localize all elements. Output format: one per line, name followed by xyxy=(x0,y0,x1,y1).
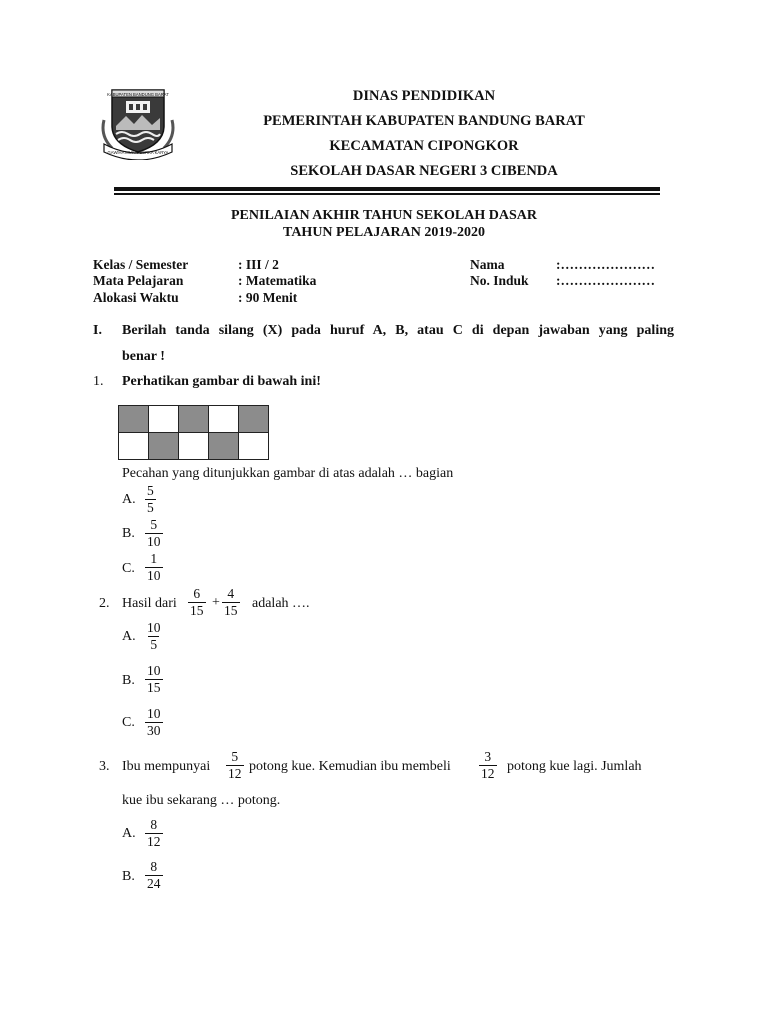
q3-fraction-2 xyxy=(479,749,497,782)
q1-question: Pecahan yang ditunjukkan gambar di atas adalah … bagian xyxy=(122,466,454,481)
q3-fraction-1-num: 5 xyxy=(231,749,239,764)
q2-option-a-fraction xyxy=(145,620,163,653)
q2-option-b-fraction xyxy=(145,663,163,696)
header-line-3: KECAMATAN CIPONGKOR xyxy=(329,138,519,154)
q1-prompt: Perhatikan gambar di bawah ini! xyxy=(122,374,321,389)
q3-option-b-fraction xyxy=(145,859,163,892)
grid-row xyxy=(119,406,269,433)
q1-option-c-den: 10 xyxy=(147,568,161,583)
q2-number: 2. xyxy=(99,596,110,611)
exam-title-1: PENILAIAN AKHIR TAHUN SEKOLAH DASAR xyxy=(231,208,537,223)
q2-fraction-b xyxy=(222,586,240,619)
q3-text-line-2: kue ibu sekarang … potong. xyxy=(122,793,281,808)
q2-option-a-den: 5 xyxy=(150,637,158,652)
exam-title-2: TAHUN PELAJARAN 2019-2020 xyxy=(283,225,485,240)
q3-option-a-num: 8 xyxy=(150,817,158,832)
fraction-grid xyxy=(118,405,269,460)
q2-fraction-a xyxy=(188,586,206,619)
q2-fraction-a-den: 15 xyxy=(190,603,204,618)
q1-option-b-num: 5 xyxy=(150,517,158,532)
q2-option-c-den: 30 xyxy=(147,723,161,738)
grid-cell xyxy=(119,433,149,460)
q3-option-b-letter[interactable]: B. xyxy=(122,869,135,884)
grid-cell-shaded xyxy=(119,406,149,433)
mapel-label: Mata Pelajaran xyxy=(93,273,184,288)
grid-cell-shaded xyxy=(149,433,179,460)
q3-option-a-fraction xyxy=(145,817,163,850)
section-number: I. xyxy=(93,323,102,338)
q1-option-b-fraction xyxy=(145,517,163,550)
q2-option-a-num: 10 xyxy=(147,620,161,635)
header-rule-thick xyxy=(114,187,660,191)
grid-cell-shaded xyxy=(239,406,269,433)
q3-fraction-1-den: 12 xyxy=(228,766,242,781)
header-line-2: PEMERINTAH KABUPATEN BANDUNG BARAT xyxy=(263,113,585,129)
q3-option-a-den: 12 xyxy=(147,834,161,849)
q2-fraction-a-num: 6 xyxy=(193,586,201,601)
logo-top-text: KABUPATEN BANDUNG BARAT xyxy=(107,92,169,97)
grid-cell xyxy=(209,406,239,433)
grid-cell xyxy=(179,433,209,460)
q2-fraction-b-den: 15 xyxy=(224,603,238,618)
header-rule-thin xyxy=(114,193,660,195)
q3-text-2: potong kue. Kemudian ibu membeli xyxy=(249,759,451,774)
q2-prefix: Hasil dari xyxy=(122,596,177,611)
mapel-value: : Matematika xyxy=(238,273,317,288)
nama-label: Nama xyxy=(470,257,505,272)
kelas-label: Kelas / Semester xyxy=(93,257,189,272)
q1-option-c-fraction xyxy=(145,551,163,584)
nama-value: :………………… xyxy=(556,257,655,272)
q2-plus: + xyxy=(212,595,220,610)
q1-option-b-letter[interactable]: B. xyxy=(122,526,135,541)
q2-suffix: adalah …. xyxy=(252,596,310,611)
waktu-label: Alokasi Waktu xyxy=(93,290,179,305)
logo-motto: GAWIHA MUKTI BERKA KARYA xyxy=(107,150,169,155)
section-instruction: Berilah tanda silang (X) pada huruf A, B, atau C di depan jawaban yang paling xyxy=(122,323,674,338)
header-line-4: SEKOLAH DASAR NEGERI 3 CIBENDA xyxy=(290,163,558,179)
q2-option-c-fraction xyxy=(145,706,163,739)
q1-option-a-num: 5 xyxy=(147,483,154,498)
induk-value: :………………… xyxy=(556,273,655,288)
q1-option-c-num: 1 xyxy=(150,551,158,566)
q1-option-b-den: 10 xyxy=(147,534,161,549)
q3-text-3: potong kue lagi. Jumlah xyxy=(507,759,642,774)
q1-option-a-fraction xyxy=(145,483,156,516)
q1-option-a-den: 5 xyxy=(147,500,154,515)
grid-cell xyxy=(149,406,179,433)
grid-cell-shaded xyxy=(209,433,239,460)
section-instruction-cont: benar ! xyxy=(122,349,165,364)
q2-option-b-letter[interactable]: B. xyxy=(122,673,135,688)
q1-option-c-letter[interactable]: C. xyxy=(122,561,135,576)
q3-fraction-2-den: 12 xyxy=(481,766,495,781)
q3-option-b-den: 24 xyxy=(147,876,161,891)
q2-option-a-letter[interactable]: A. xyxy=(122,629,136,644)
q2-option-c-num: 10 xyxy=(147,706,161,721)
q2-option-b-num: 10 xyxy=(147,663,161,678)
q3-option-b-num: 8 xyxy=(150,859,158,874)
q3-fraction-1 xyxy=(226,749,244,782)
q1-option-a-letter[interactable]: A. xyxy=(122,492,136,507)
q3-fraction-2-num: 3 xyxy=(484,749,492,764)
induk-label: No. Induk xyxy=(470,273,529,288)
q2-fraction-b-num: 4 xyxy=(227,586,235,601)
q2-option-c-letter[interactable]: C. xyxy=(122,715,135,730)
header-line-1: DINAS PENDIDIKAN xyxy=(352,88,496,104)
q3-option-a-letter[interactable]: A. xyxy=(122,826,136,841)
q1-number: 1. xyxy=(93,374,104,389)
grid-cell xyxy=(239,433,269,460)
waktu-value: : 90 Menit xyxy=(238,290,298,305)
kelas-value: : III / 2 xyxy=(238,257,279,272)
grid-cell-shaded xyxy=(179,406,209,433)
q3-text-1: Ibu mempunyai xyxy=(122,759,211,774)
q3-number: 3. xyxy=(99,759,110,774)
q2-option-b-den: 15 xyxy=(147,680,161,695)
grid-row xyxy=(119,433,269,460)
